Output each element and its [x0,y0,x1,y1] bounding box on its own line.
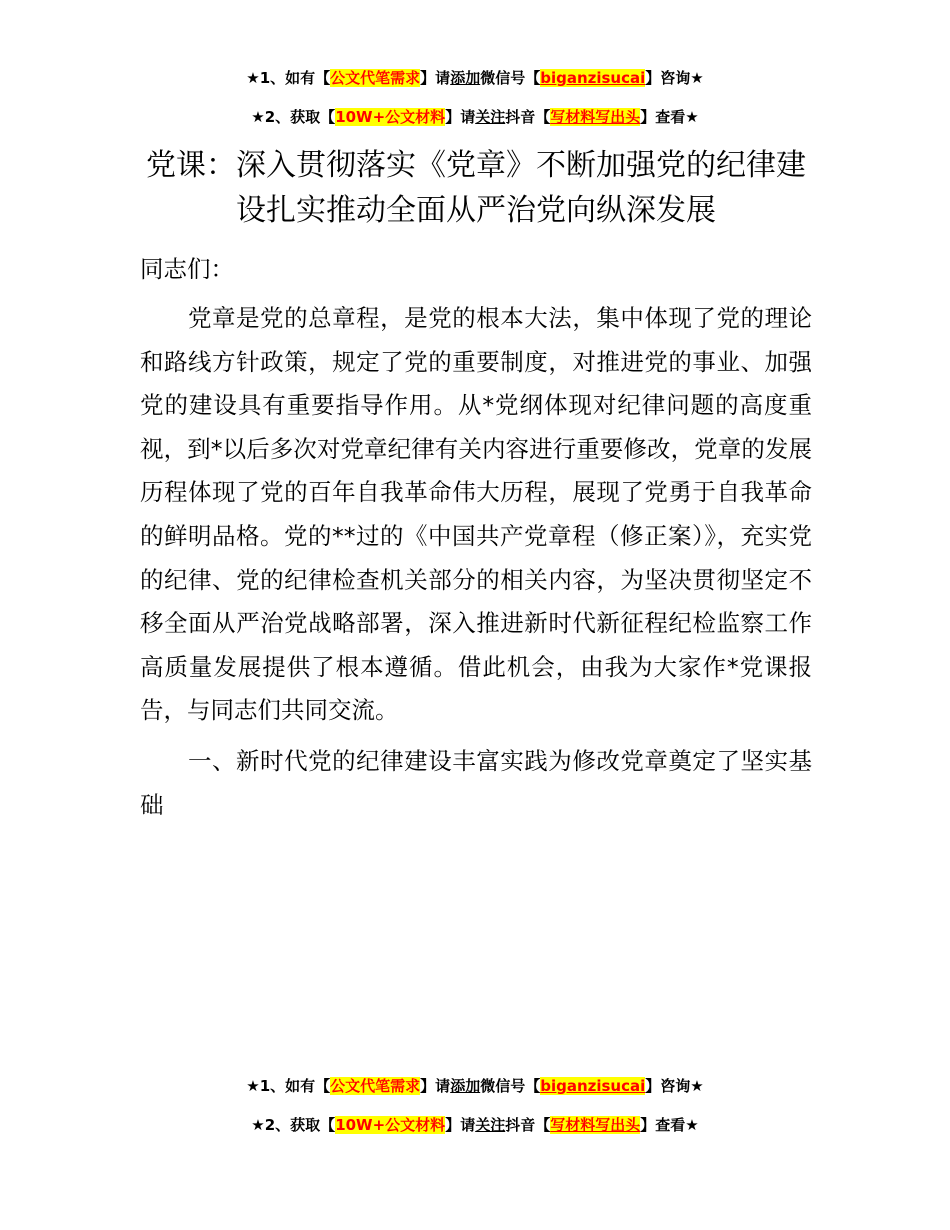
douyin-highlight: 写材料写出头 [550,108,641,126]
footer-banner-line-2 [0,1114,950,1136]
footer-banner-line-1 [0,1075,950,1097]
document-title: 党课：深入贯彻落实《党章》不断加强党的纪律建设扎实推动全面从严治党向纵深发展 [146,148,806,228]
banner-text: 】请 [420,69,451,87]
banner-text: 】请 [445,1116,476,1134]
highlight-text: 公文代笔需求 [330,69,421,87]
salutation: 同志们： [140,255,234,283]
banner-text: ★2、获取【 [251,108,336,126]
banner-text: 】查看★ [640,108,699,126]
underlined-text: 关注 [475,1116,506,1134]
banner-text: ★1、如有【 [246,1077,331,1095]
banner-text: ★2、获取【 [251,1116,336,1134]
underlined-text: 添加 [450,69,481,87]
underlined-text: 关注 [475,108,506,126]
header-banner-line-1 [0,67,950,89]
body-paragraph-1: 党章是党的总章程，是党的根本大法，集中体现了党的理论和路线方针政策，规定了党的重要制度，对推进党的事业、加强党的建设具有重要指导作用。从*党纲体现对纪律问题的高度重视，到*以后多次对党章纪律有关内容进行重要修改，党章的发展历程体现了党的百年自我革命伟大历程，展现了党勇于自我革命的鲜明品格。党的**过的《中国共产党章程（修正案）》，充实党的纪律、党的纪律检查机关部分的相关内容，为坚决贯彻坚定不移全面从严治党战略部署，深入推进新时代新征程纪检监察工作高质量发展提供了根本遵循。借此机会，由我为大家作*党课报告，与同志们共同交流。 [140,304,812,725]
header-banner-line-2 [0,106,950,128]
wechat-id-highlight: biganzisucai [540,1077,646,1095]
banner-text: 】请 [445,108,476,126]
banner-text: ★1、如有【 [246,69,331,87]
banner-text: 微信号【 [480,69,541,87]
banner-text: 】咨询★ [645,69,704,87]
highlight-text: 公文代笔需求 [330,1077,421,1095]
banner-text: 微信号【 [480,1077,541,1095]
banner-text: 】请 [420,1077,451,1095]
underlined-text: 添加 [450,1077,481,1095]
banner-text: 】查看★ [640,1116,699,1134]
douyin-highlight: 写材料写出头 [550,1116,641,1134]
highlight-text: 10W+公文材料 [335,1116,446,1134]
highlight-text: 10W+公文材料 [335,108,446,126]
banner-text: 】咨询★ [645,1077,704,1095]
banner-text: 抖音【 [505,108,551,126]
banner-text: 抖音【 [505,1116,551,1134]
section-heading-1: 一、新时代党的纪律建设丰富实践为修改党章奠定了坚实基础 [140,747,812,819]
wechat-id-highlight: biganzisucai [540,69,646,87]
